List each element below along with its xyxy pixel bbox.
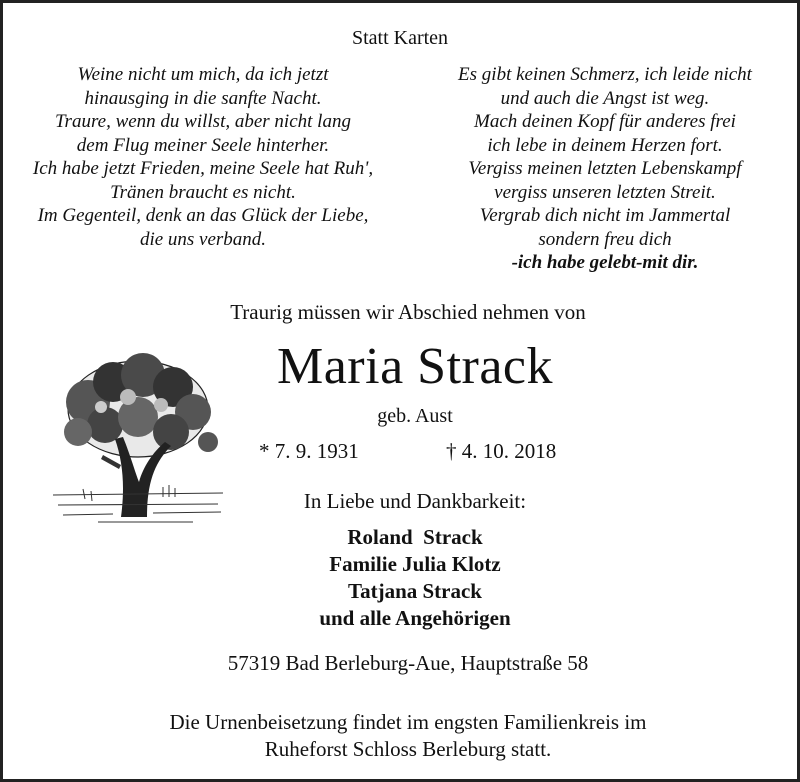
poem-line: und auch die Angst ist weg. [500,87,710,109]
poem-line: Weine nicht um mich, da ich jetzt [77,64,329,85]
poem-line: Mach deinen Kopf für anderes frei [474,111,736,132]
mourner: und alle Angehörigen [319,606,511,630]
intro-text: Traurig müssen wir Abschied nehmen von [230,300,586,324]
gratitude-line: In Liebe und Dankbarkeit: [303,489,527,513]
burial-line: Ruheforst Schloss Berleburg statt. [264,737,552,761]
mourner: Familie Julia Klotz [329,552,501,576]
deceased-name: Maria Strack [276,338,553,395]
address: 57319 Bad Berleburg-Aue, Hauptstraße 58 [227,651,589,675]
birth-name: geb. Aust [377,405,453,427]
poem-closing-line: -ich habe gelebt-mit dir. [511,252,699,273]
death-date: † 4. 10. 2018 [446,439,557,463]
poem-line: Vergiss meinen letzten Lebenskampf [468,158,742,179]
poem-line: hinausging in die sanfte Nacht. [84,87,322,109]
poem-line: Traure, wenn du willst, aber nicht lang [55,111,351,132]
poem-line: die uns verband. [139,228,267,250]
poem-left [23,63,383,251]
mourners-list [18,524,800,632]
poem-line: Ich habe jetzt Frieden, meine Seele hat Ruh', [32,158,374,179]
poem-line: dem Flug meiner Seele hinterher. [76,134,330,156]
poem-line: sondern freu dich [538,228,672,250]
mourner: Tatjana Strack [348,579,482,603]
birth-date: * 7. 9. 1931 [259,439,359,463]
poem-right [425,63,785,275]
header-statt-karten: Statt Karten [351,27,449,49]
poem-line: Es gibt keinen Schmerz, ich leide nicht [458,64,752,85]
poem-line: ich lebe in deinem Herzen fort. [487,134,723,156]
poem-line: Tränen braucht es nicht. [110,181,296,203]
poem-line: Vergrab dich nicht im Jammertal [479,205,731,226]
poem-line: Im Gegenteil, denk an das Glück der Liebe, [37,205,369,226]
poem-line: vergiss unseren letzten Streit. [494,181,716,203]
burial-notice [11,709,800,763]
burial-line: Die Urnenbeisetzung findet im engsten Familienkreis im [169,710,647,734]
mourner: Roland Strack [347,525,483,549]
